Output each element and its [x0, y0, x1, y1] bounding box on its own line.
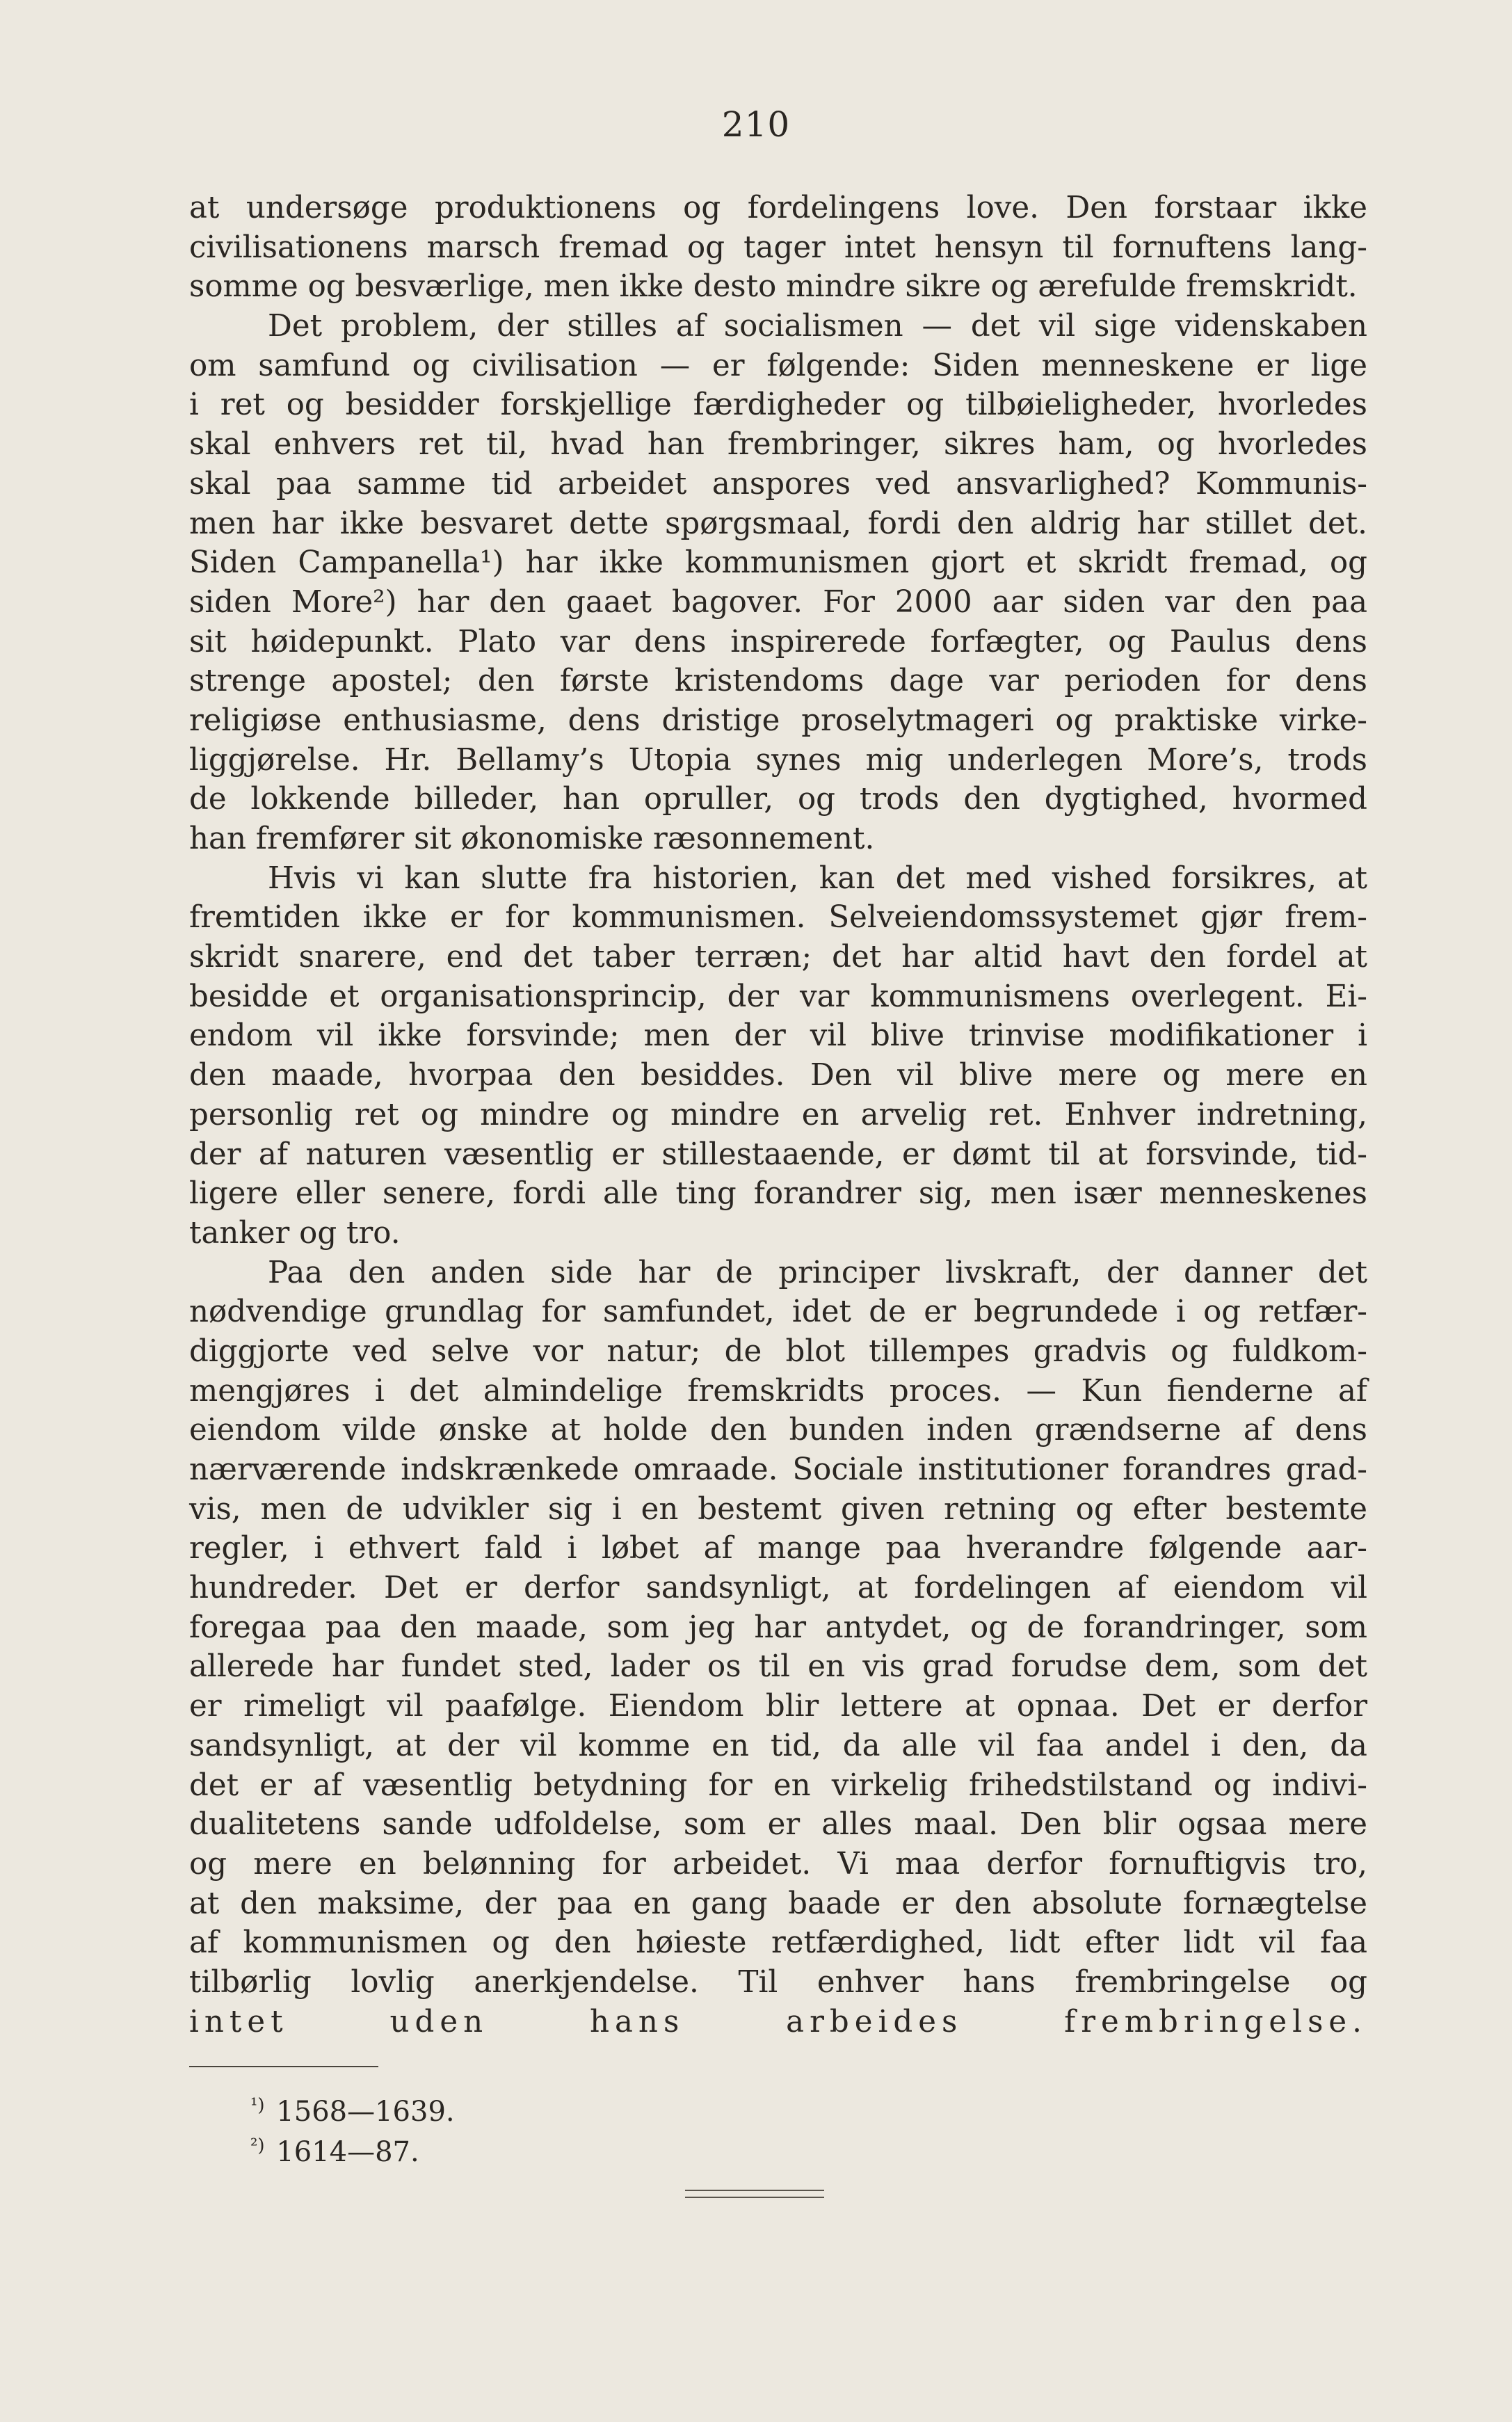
text-line: og mere en belønning for arbeidet. Vi maa derfor fornuftigvis tro, — [189, 1846, 1367, 1882]
footnote-marker: ¹) — [250, 2095, 265, 2116]
text-line: at undersøge produktionens og fordelingens love. Den forstaar ikke — [189, 191, 1367, 225]
text-line: den maade, hvorpaa den besiddes. Den vil blive mere og mere en — [189, 1058, 1367, 1093]
body-text — [189, 189, 1367, 2081]
text-line: nødvendige grundlag for samfundet, idet de er begrundede i og retfær- — [189, 1294, 1367, 1330]
text-line: ligere eller senere, fordi alle ting forandrer sig, men især menneskenes — [189, 1176, 1367, 1212]
text-line: allerede har fundet sted, lader os til en vis grad forudse dem, som det — [189, 1649, 1367, 1685]
footnote-text: 1568—1639. — [276, 2096, 455, 2128]
text-line: skal paa samme tid arbeidet anspores ved ansvarlighed? Kommunis- — [189, 466, 1367, 502]
text-line: han fremfører sit økonomiske ræsonnement. — [189, 821, 875, 856]
footnote-rule — [189, 2066, 378, 2067]
text-line: religiøse enthusiasme, dens dristige proselytmageri og praktiske virke- — [189, 703, 1367, 738]
footnotes — [250, 2085, 455, 2166]
text-line: fremtiden ikke er for kommunismen. Selveiendomssystemet gjør frem- — [189, 900, 1367, 936]
text-line: sit høidepunkt. Plato var dens inspirerede forfægter, og Paulus dens — [189, 624, 1367, 659]
footnote-1 — [250, 2085, 455, 2126]
footnote-text: 1614—87. — [276, 2136, 419, 2168]
end-rule — [685, 2197, 824, 2198]
text-line: Siden Campanella¹) har ikke kommunismen gjort et skridt fremad, og — [189, 545, 1367, 581]
text-line: men har ikke besvaret dette spørgsmaal, fordi den aldrig har stillet det. — [189, 506, 1367, 541]
text-line: civilisationens marsch fremad og tager intet hensyn til fornuftens lang- — [189, 230, 1367, 265]
text-line: mengjøres i det almindelige fremskridts proces. — Kun fienderne af — [189, 1373, 1367, 1409]
text-line: Paa den anden side har de principer livskraft, der danner det — [268, 1255, 1367, 1290]
text-line: i ret og besidder forskjellige færdigheder og tilbøieligheder, hvorledes — [189, 387, 1367, 423]
page-number: 210 — [721, 104, 791, 145]
text-line: somme og besværlige, men ikke desto mindre sikre og ærefulde fremskridt. — [189, 269, 1358, 305]
text-line: skridt snarere, end det taber terræn; det har altid havt den fordel at — [189, 940, 1367, 975]
text-line: tilbørlig lovlig anerkjendelse. Til enhver hans frembringelse og — [189, 1964, 1367, 2000]
text-line: der af naturen væsentlig er stillestaaende, er dømt til at forsvinde, tid- — [189, 1137, 1367, 1172]
text-line: siden More²) har den gaaet bagover. For 2000 aar siden var den paa — [189, 584, 1367, 620]
text-line: de lokkende billeder, han opruller, og trods den dygtighed, hvormed — [189, 782, 1367, 817]
text-line: af kommunismen og den høieste retfærdighed, lidt efter lidt vil faa — [189, 1925, 1367, 1961]
text-line: regler, i ethvert fald i løbet af mange paa hverandre følgende aar- — [189, 1531, 1367, 1566]
footnote-2 — [250, 2126, 455, 2166]
text-line: at den maksime, der paa en gang baade er den absolute fornægtelse — [189, 1886, 1367, 1921]
text-line — [189, 2042, 1367, 2081]
text-line: endom vil ikke forsvinde; men der vil blive trinvise modifikationer i — [189, 1018, 1367, 1054]
text-line: vis, men de udvikler sig i en bestemt given retning og efter bestemte — [189, 1491, 1367, 1527]
text-line: nærværende indskrænkede omraade. Sociale institutioner forandres grad- — [189, 1452, 1367, 1487]
text-line: det er af væsentlig betydning for en virkelig frihedstilstand og indivi- — [189, 1767, 1367, 1803]
text-line: eiendom vilde ønske at holde den bunden inden grændserne af dens — [189, 1413, 1367, 1448]
text-line: diggjorte ved selve vor natur; de blot tillempes gradvis og fuldkom- — [189, 1333, 1367, 1369]
text-line: besidde et organisationsprincip, der var kommunismens overlegent. Ei- — [189, 979, 1367, 1014]
text-line: liggjørelse. Hr. Bellamy’s Utopia synes mig underlegen More’s, trods — [189, 742, 1367, 778]
text-line: skal enhvers ret til, hvad han frembringer, sikres ham, og hvorledes — [189, 427, 1367, 463]
text-line: intet uden hans arbeides frembringelse. — [189, 2004, 1367, 2039]
text-line: strenge apostel; den første kristendoms dage var perioden for dens — [189, 664, 1367, 699]
text-line: er rimeligt vil paafølge. Eiendom blir lettere at opnaa. Det er derfor — [189, 1689, 1367, 1724]
text-line: foregaa paa den maade, som jeg har antydet, og de forandringer, som — [189, 1610, 1367, 1645]
footnote-marker: ²) — [250, 2135, 265, 2156]
text-line: personlig ret og mindre og mindre en arvelig ret. Enhver indretning, — [189, 1097, 1367, 1132]
text-line: Det problem, der stilles af socialismen — det vil sige videnskaben — [268, 309, 1367, 344]
text-line: tanker og tro. — [189, 1215, 401, 1251]
end-rule — [685, 2190, 824, 2191]
text-line: sandsynligt, at der vil komme en tid, da alle vil faa andel i den, da — [189, 1728, 1367, 1763]
text-line: dualitetens sande udfoldelse, som er alles maal. Den blir ogsaa mere — [189, 1807, 1367, 1843]
text-line: om samfund og civilisation — er følgende: Siden menneskene er lige — [189, 348, 1367, 383]
text-line: Hvis vi kan slutte fra historien, kan det med vished forsikres, at — [268, 860, 1367, 896]
text-line: hundreder. Det er derfor sandsynligt, at fordelingen af eiendom vil — [189, 1571, 1367, 1606]
